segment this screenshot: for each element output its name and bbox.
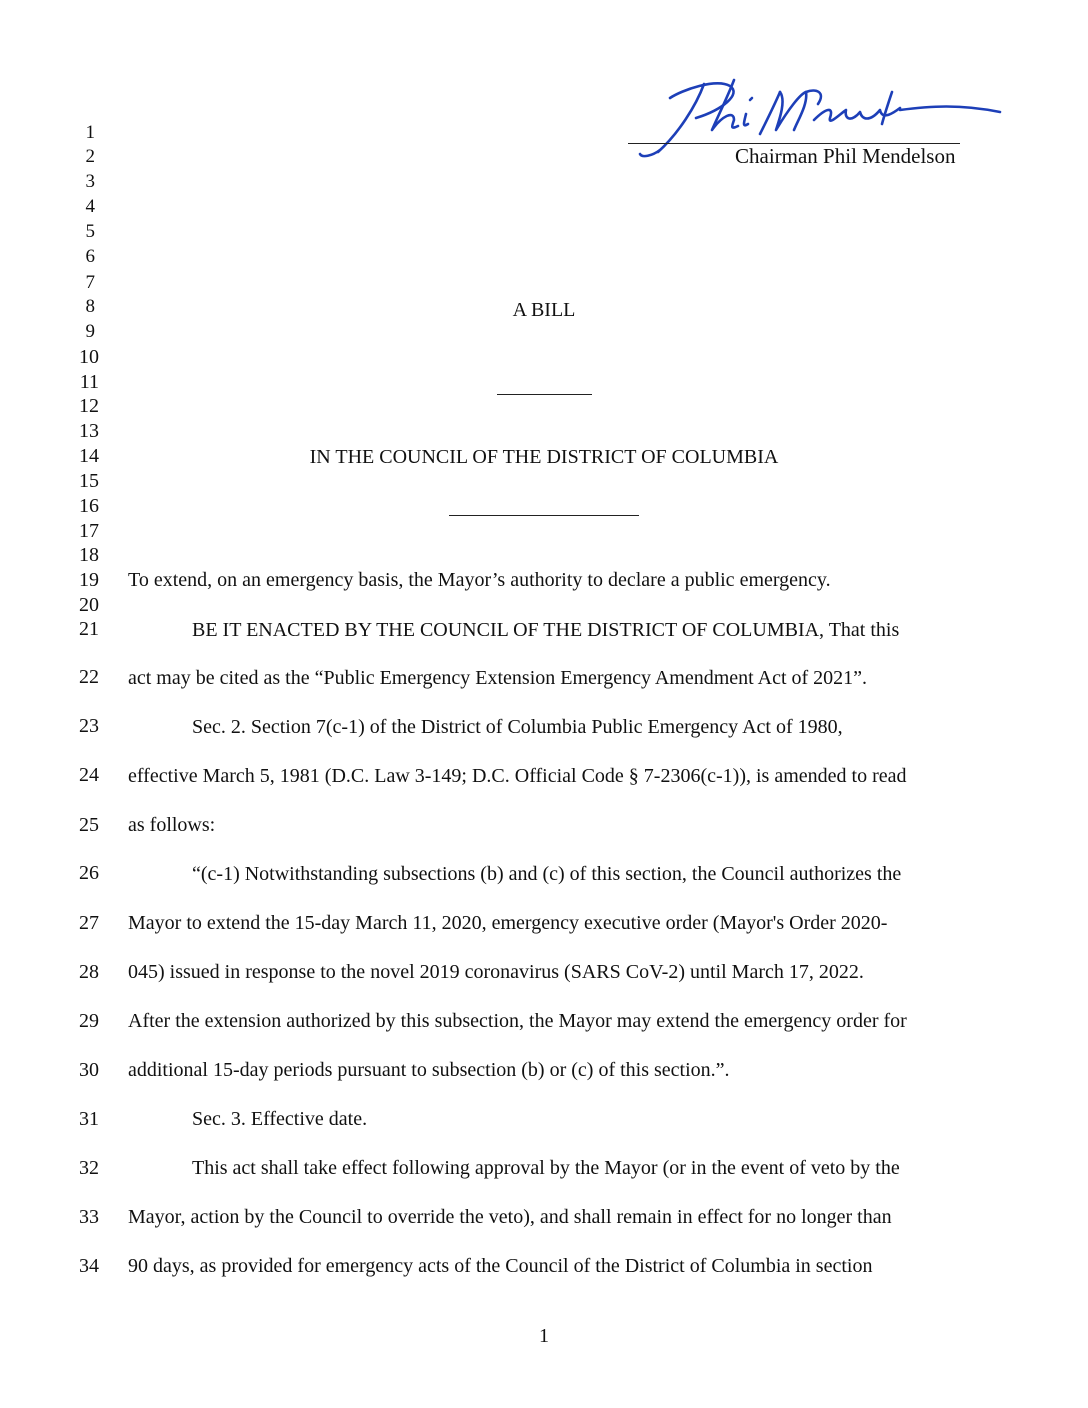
line-number: 32 xyxy=(79,1157,99,1179)
line-number: 34 xyxy=(79,1255,99,1277)
line-number: 15 xyxy=(79,470,99,492)
body-line: as follows: xyxy=(128,814,216,836)
line-number: 31 xyxy=(79,1108,99,1130)
bill-heading: A BILL xyxy=(512,299,576,321)
line-number: 5 xyxy=(85,221,95,242)
line-number: 27 xyxy=(79,912,99,934)
line-number: 19 xyxy=(79,569,99,591)
line-number: 2 xyxy=(85,146,95,167)
line-number: 33 xyxy=(79,1206,99,1228)
line-number: 9 xyxy=(85,321,95,342)
body-line: Sec. 3. Effective date. xyxy=(192,1108,368,1130)
heading-rule xyxy=(497,394,592,395)
body-line: additional 15-day periods pursuant to subsection (b) or (c) of this section.”. xyxy=(128,1059,730,1081)
line-number: 10 xyxy=(79,346,99,368)
body-line: Sec. 2. Section 7(c-1) of the District of Columbia Public Emergency Act of 1980, xyxy=(192,716,843,738)
line-number: 14 xyxy=(79,445,99,467)
body-line: effective March 5, 1981 (D.C. Law 3-149; D.C. Official Code § 7-2306(c-1)), is amended to read xyxy=(128,765,907,787)
body-line: “(c-1) Notwithstanding subsections (b) and (c) of this section, the Council authorizes the xyxy=(192,863,902,885)
body-line: 90 days, as provided for emergency acts of the Council of the District of Columbia in section xyxy=(128,1255,873,1277)
line-number: 8 xyxy=(85,296,95,317)
line-number: 12 xyxy=(79,395,99,417)
page-number: 1 xyxy=(539,1325,549,1347)
body-line: 045) issued in response to the novel 2019 coronavirus (SARS CoV-2) until March 17, 2022. xyxy=(128,961,864,983)
line-number: 24 xyxy=(79,764,99,786)
line-number: 3 xyxy=(85,171,95,192)
body-line: This act shall take effect following approval by the Mayor (or in the event of veto by the xyxy=(192,1157,900,1179)
line-number: 1 xyxy=(85,122,95,143)
line-number: 23 xyxy=(79,715,99,737)
line-number: 17 xyxy=(79,520,99,542)
line-number: 29 xyxy=(79,1010,99,1032)
line-number: 16 xyxy=(79,495,99,517)
line-number: 28 xyxy=(79,961,99,983)
council-rule xyxy=(449,515,639,516)
line-number: 4 xyxy=(85,196,95,217)
line-number: 20 xyxy=(79,594,99,616)
line-number: 26 xyxy=(79,862,99,884)
body-line: After the extension authorized by this subsection, the Mayor may extend the emergency order for xyxy=(128,1010,907,1032)
line-number: 7 xyxy=(85,272,95,293)
body-line: BE IT ENACTED BY THE COUNCIL OF THE DISTRICT OF COLUMBIA, That this xyxy=(192,619,900,641)
line-number: 22 xyxy=(79,666,99,688)
line-number: 13 xyxy=(79,420,99,442)
purpose-line: To extend, on an emergency basis, the Mayor’s authority to declare a public emergency. xyxy=(128,569,831,591)
line-number: 21 xyxy=(79,618,99,640)
line-number: 11 xyxy=(79,371,99,393)
council-heading: IN THE COUNCIL OF THE DISTRICT OF COLUMBIA xyxy=(309,446,779,468)
line-number: 6 xyxy=(85,246,95,267)
body-line: Mayor, action by the Council to override the veto), and shall remain in effect for no longer than xyxy=(128,1206,892,1228)
line-number: 30 xyxy=(79,1059,99,1081)
line-number: 18 xyxy=(79,544,99,566)
body-line: Mayor to extend the 15-day March 11, 2020, emergency executive order (Mayor's Order 2020- xyxy=(128,912,888,934)
line-number: 25 xyxy=(79,814,99,836)
body-line: act may be cited as the “Public Emergency Extension Emergency Amendment Act of 2021”. xyxy=(128,667,868,689)
signer-name: Chairman Phil Mendelson xyxy=(735,144,956,168)
